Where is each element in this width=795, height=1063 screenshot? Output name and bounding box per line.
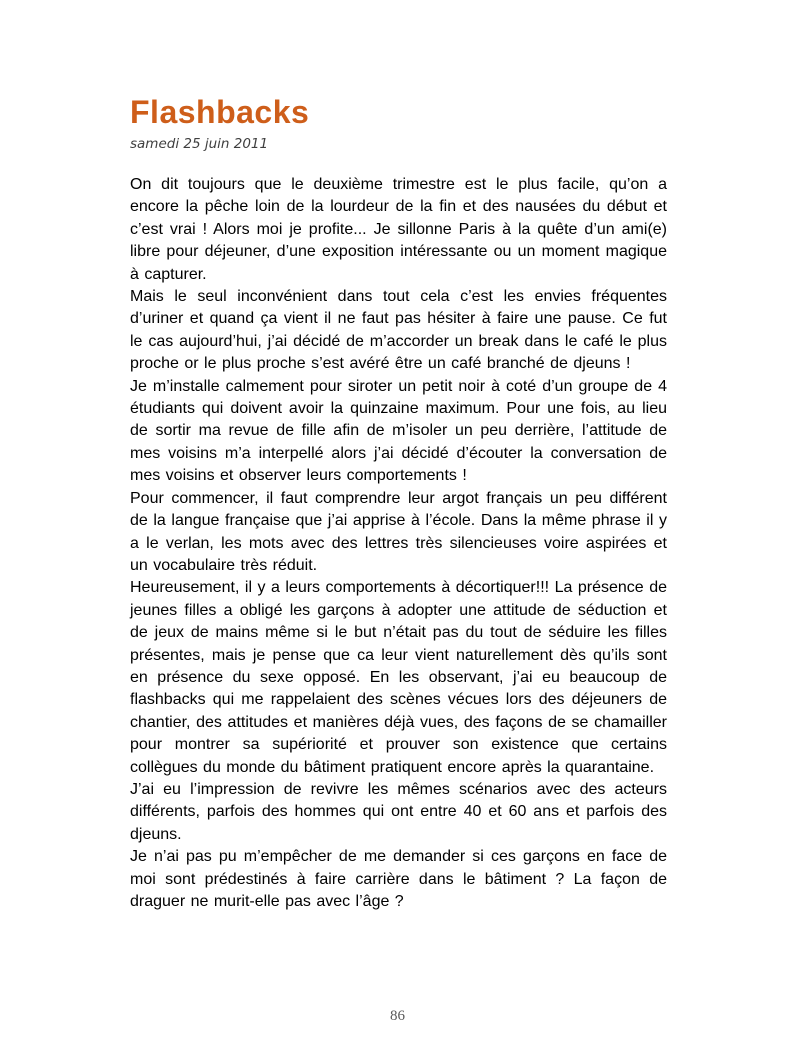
post-date: samedi 25 juin 2011 [130, 136, 269, 152]
paragraph: On dit toujours que le deuxième trimestre est le plus facile, qu’on a encore la pêche loin de la lourdeur de la fin et des nausées du début et c’est vrai ! Alors moi je profite... Je sillonne Paris à la quête d’un ami(e) libre pour déjeuner, d’une exposition intéressante ou un moment magique à capturer. [130, 176, 667, 283]
paragraph: Pour commencer, il faut comprendre leur argot français un peu différent de la langue française que j’ai apprise à l’école. Dans la même phrase il y a le verlan, les mots avec des lettres très silencieuses voire aspirées et un vocabulaire très réduit. [130, 489, 667, 574]
paragraph: Mais le seul inconvénient dans tout cela c’est les envies fréquentes d’uriner et quand ça vient il ne faut pas hésiter à faire une pause. Ce fut le cas aujourd’hui, j’ai décidé de m’accorder un break dans le café le plus proche or le plus proche s’est avéré être un café branché de djeuns ! [130, 288, 667, 373]
page-title: Flashbacks [130, 94, 310, 130]
paragraph: Je n’ai pas pu m’empêcher de me demander si ces garçons en face de moi sont prédestinés à faire carrière dans le bâtiment ? La façon de draguer ne murit-elle pas avec l’âge ? [130, 848, 667, 910]
post-body [130, 174, 667, 913]
paragraph: J’ai eu l’impression de revivre les mêmes scénarios avec des acteurs différents, parfois des hommes qui ont entre 40 et 60 ans et parfois des djeuns. [130, 780, 667, 843]
paragraph: Heureusement, il y a leurs comportements à décortiquer!!! La présence de jeunes filles a obligé les garçons à adopter une attitude de séduction et de jeux de mains même si le but n’était pas du tout de séduire les filles présentes, mais je pense que ca leur vient naturellement dès qu’ils sont en présence du sexe opposé. En les observant, j’ai eu beaucoup de flashbacks qui me rappelaient des scènes vécues lors des déjeuners de chantier, des attitudes et manières déjà vues, des façons de se chamailler pour montrer sa supériorité et prouver son existence que certains collègues du monde du bâtiment pratiquent encore après la quarantaine. [130, 579, 667, 776]
page-number: 86 [390, 1008, 405, 1024]
paragraph: Je m’installe calmement pour siroter un petit noir à coté d’un groupe de 4 étudiants qui doivent avoir la quinzaine maximum. Pour une fois, au lieu de sortir ma revue de fille afin de m’isoler un peu derrière, l’attitude de mes voisins m’a interpellé alors j’ai décidé d’écouter la conversation de mes voisins et observer leurs comportements ! [130, 377, 667, 485]
post-content [130, 94, 667, 913]
